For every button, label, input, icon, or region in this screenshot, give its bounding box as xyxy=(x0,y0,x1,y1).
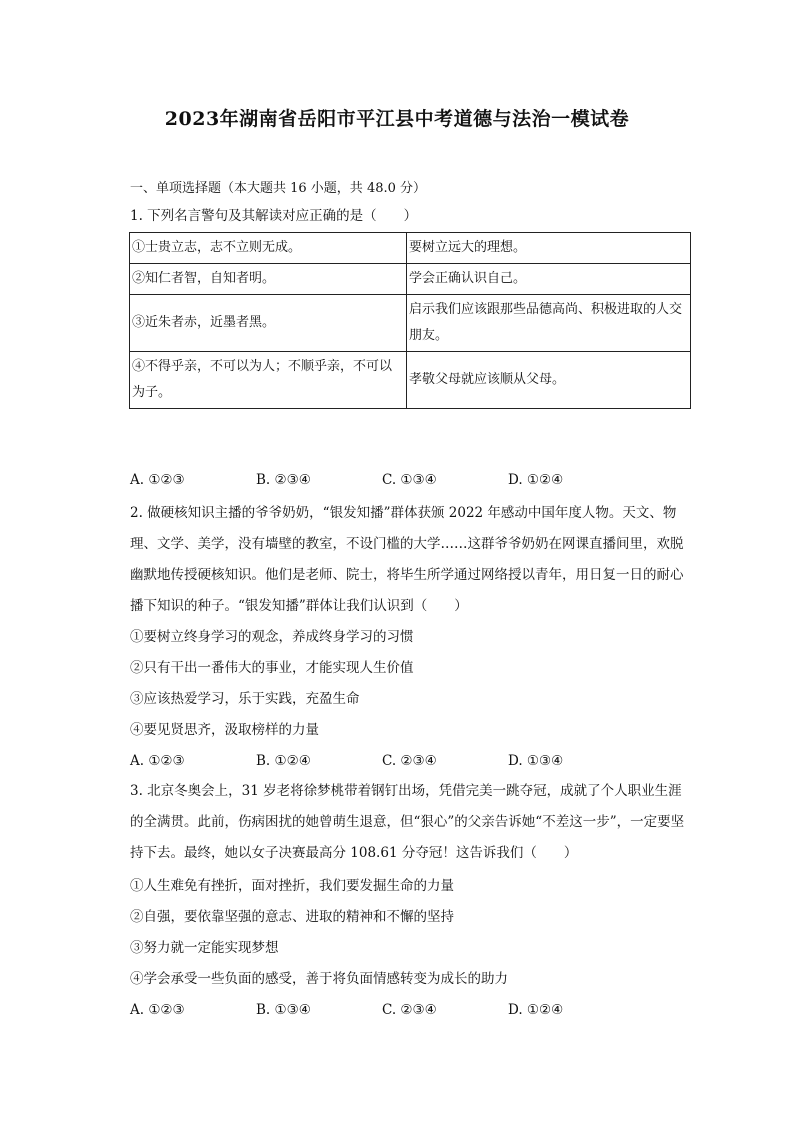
table-cell: 启示我们应该跟那些品德高尚、积极进取的人交朋友。 xyxy=(407,295,691,352)
q2-item-1: ①要树立终身学习的观念，养成终身学习的习惯 xyxy=(130,629,414,645)
option-c[interactable]: C. ①③④ xyxy=(382,472,437,488)
exam-title: 2023年湖南省岳阳市平江县中考道德与法治一模试卷 xyxy=(164,108,630,130)
option-a[interactable]: A. ①②③ xyxy=(130,1002,185,1018)
q2-item-3: ③应该热爱学习，乐于实践，充盈生命 xyxy=(130,691,360,707)
option-c[interactable]: C. ②③④ xyxy=(382,753,437,769)
q3-item-2: ②自强，要依靠坚强的意志、进取的精神和不懈的坚持 xyxy=(130,909,454,925)
table-cell: 孝敬父母就应该顺从父母。 xyxy=(407,352,691,409)
q1-stem: 1. 下列名言警句及其解读对应正确的是（ ） xyxy=(130,208,418,224)
table-row xyxy=(130,264,691,295)
q2-stem: 2. 做硬核知识主播的爷爷奶奶，“银发知播”群体获颁 2022 年感动中国年度人物。天文、物理、文学、美学，没有墙壁的教室，不设门槛的大学……这群爷爷奶奶在网课直播间里，欢脱幽默地传授硬核知识。他们是老师、院士，将毕生所学通过网络授以青年，用日复一日的耐心播下知识的种子。“银发知播”群体让我们认识到（ ） xyxy=(130,505,684,614)
q1-table xyxy=(129,232,691,409)
table-cell: ④不得乎亲，不可以为人；不顺乎亲，不可以为子。 xyxy=(130,352,407,409)
q3-item-1: ①人生难免有挫折，面对挫折，我们要发掘生命的力量 xyxy=(130,878,454,894)
table-row xyxy=(130,233,691,264)
option-a[interactable]: A. ①②③ xyxy=(130,472,185,488)
q3-item-4: ④学会承受一些负面的感受，善于将负面情感转变为成长的助力 xyxy=(130,971,508,987)
q2-item-4: ④要见贤思齐，汲取榜样的力量 xyxy=(130,722,319,738)
section-heading: 一、单项选择题（本大题共 16 小题，共 48.0 分） xyxy=(130,181,427,196)
table-cell: 要树立远大的理想。 xyxy=(407,233,691,264)
option-a[interactable]: A. ①②③ xyxy=(130,753,185,769)
option-d[interactable]: D. ①③④ xyxy=(508,753,564,769)
table-cell: ③近朱者赤，近墨者黑。 xyxy=(130,295,407,352)
option-b[interactable]: B. ②③④ xyxy=(256,472,311,488)
table-row xyxy=(130,295,691,352)
option-b[interactable]: B. ①③④ xyxy=(256,1002,311,1018)
table-cell: ②知仁者智，自知者明。 xyxy=(130,264,407,295)
option-d[interactable]: D. ①②④ xyxy=(508,472,564,488)
q2-item-2: ②只有干出一番伟大的事业，才能实现人生价值 xyxy=(130,660,414,676)
table-row xyxy=(130,352,691,409)
option-b[interactable]: B. ①②④ xyxy=(256,753,311,769)
q3-item-3: ③努力就一定能实现梦想 xyxy=(130,940,279,956)
option-c[interactable]: C. ②③④ xyxy=(382,1002,437,1018)
table-cell: 学会正确认识自己。 xyxy=(407,264,691,295)
option-d[interactable]: D. ①②④ xyxy=(508,1002,564,1018)
q3-stem: 3. 北京冬奥会上，31 岁老将徐梦桃带着钢钉出场，凭借完美一跳夺冠，成就了个人职业生涯的全满贯。此前，伤病困扰的她曾萌生退意，但“狠心”的父亲告诉她“不差这一步”，一定要坚持下去。最终，她以女子决赛最高分 108.61 分夺冠！这告诉我们（ ） xyxy=(130,783,685,861)
table-cell: ①士贵立志，志不立则无成。 xyxy=(130,233,407,264)
